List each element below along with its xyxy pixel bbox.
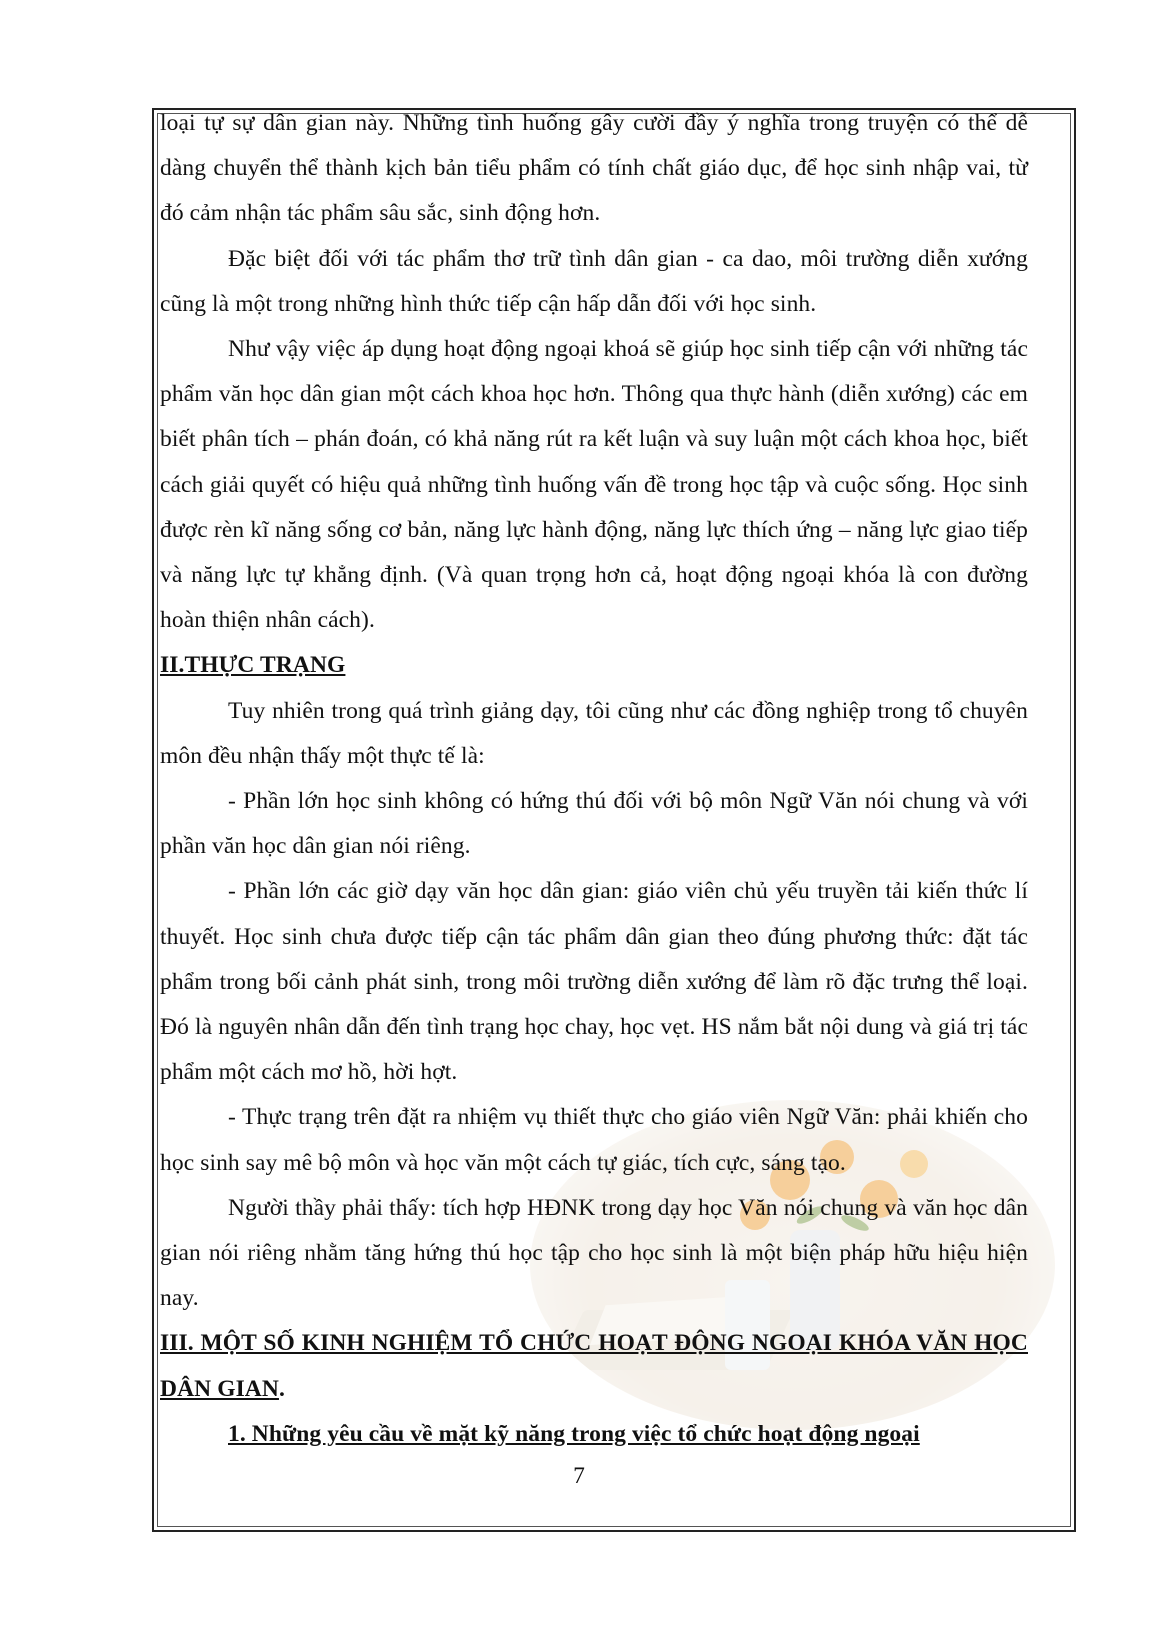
heading-period: .	[278, 1375, 285, 1402]
paragraph: Như vậy việc áp dụng hoạt động ngoại khoá sẽ giúp học sinh tiếp cận với những tác phẩm văn học dân gian một cách khoa học hơn. Thông qua thực hành (diễn xướng) các em biết phân tích – phán đoán, có khả năng rút ra kết luận và suy luận một cách khoa học, biết cách giải quyết có hiệu quả những tình huống vấn đề trong học tập và cuộc sống. Học sinh được rèn kĩ năng sống cơ bản, năng lực hành động, năng lực thích ứng – năng lực giao tiếp và năng lực tự khẳng định. (Và quan trọng hơn cả, hoạt động ngoại khóa là con đường hoàn thiện nhân cách).	[160, 336, 1028, 634]
section-heading-thuc-trang: II.THỰC TRẠNG	[160, 652, 346, 679]
paragraph: Tuy nhiên trong quá trình giảng dạy, tôi cũng như các đồng nghiệp trong tổ chuyên môn đều nhận thấy một thực tế là:	[160, 697, 1028, 769]
paragraph: Người thầy phải thấy: tích hợp HĐNK trong dạy học Văn nói chung và văn học dân gian nói riêng nhằm tăng hứng thú học tập cho học sinh là một biện pháp hữu hiệu hiện nay.	[160, 1194, 1028, 1312]
document-body	[160, 101, 1028, 1457]
sub-heading: 1. Những yêu cầu về mặt kỹ năng trong việc tổ chức hoạt động ngoại	[228, 1420, 920, 1447]
paragraph: loại tự sự dân gian này. Những tình huống gây cười đầy ý nghĩa trong truyện có thể dễ dàng chuyển thể thành kịch bản tiểu phẩm có tính chất giáo dục, để học sinh nhập vai, từ đó cảm nhận tác phẩm sâu sắc, sinh động hơn.	[160, 110, 1028, 227]
section-heading-kinh-nghiem	[160, 1321, 1028, 1411]
paragraph: - Phần lớn các giờ dạy văn học dân gian: giáo viên chủ yếu truyền tải kiến thức lí thuyết. Học sinh chưa được tiếp cận tác phẩm dân gian theo đúng phương thức: đặt tác phẩm trong bối cảnh phát sinh, trong môi trường diễn xướng để làm rõ đặc trưng thể loại. Đó là nguyên nhân dẫn đến tình trạng học chay, học vẹt. HS nắm bắt nội dung và giá trị tác phẩm một cách mơ hồ, hời hợt.	[160, 878, 1028, 1086]
section-heading-text: III. MỘT SỐ KINH NGHIỆM TỔ CHỨC HOẠT ĐỘNG NGOẠI KHÓA VĂN HỌC DÂN GIAN	[160, 1330, 1028, 1402]
page-number: 7	[573, 1463, 585, 1489]
paragraph: Đặc biệt đối với tác phẩm thơ trữ tình dân gian - ca dao, môi trường diễn xướng cũng là một trong những hình thức tiếp cận hấp dẫn đối với học sinh.	[160, 245, 1028, 317]
paragraph: - Phần lớn học sinh không có hứng thú đối với bộ môn Ngữ Văn nói chung và với phần văn học dân gian nói riêng.	[160, 788, 1028, 860]
paragraph: - Thực trạng trên đặt ra nhiệm vụ thiết thực cho giáo viên Ngữ Văn: phải khiến cho học sinh say mê bộ môn và học văn một cách tự giác, tích cực, sáng tạo.	[160, 1104, 1028, 1176]
